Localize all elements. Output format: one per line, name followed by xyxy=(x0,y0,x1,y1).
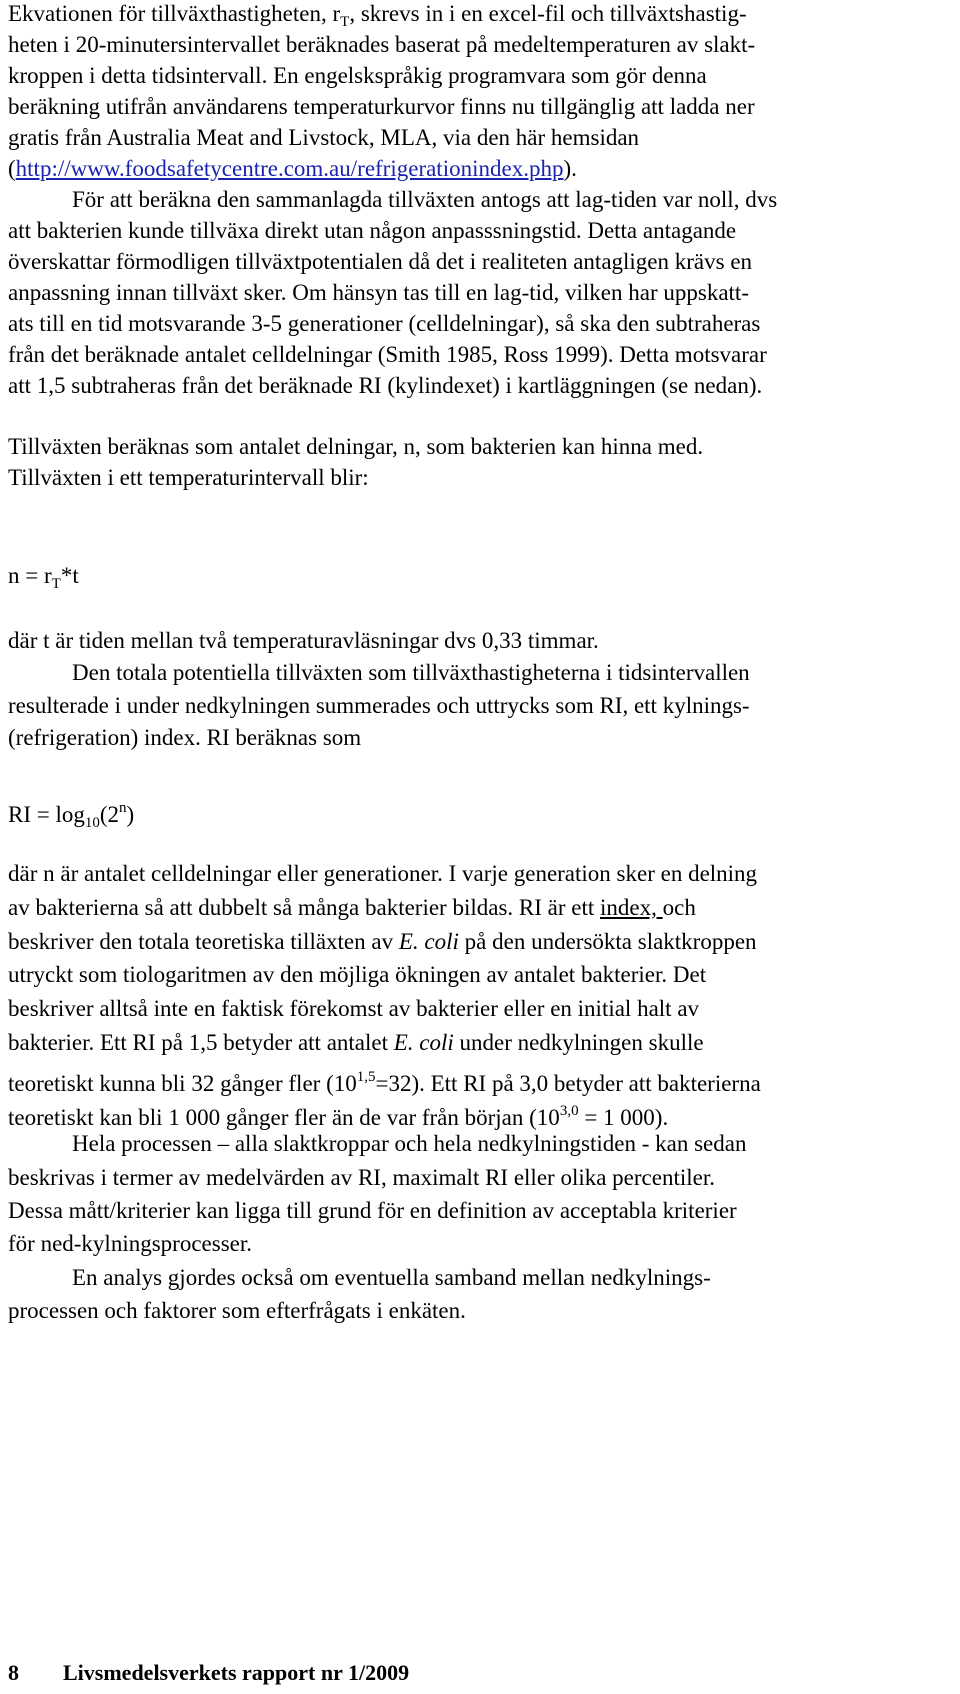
text-line: teoretiskt kunna bli 32 gånger fler $(10^{1,5}=32)$. Ett RI på 3,0 betyder att bakterierna xyxy=(8,1069,761,1096)
page-number: 8 xyxy=(8,1660,19,1685)
text-line: Tillväxten i ett temperaturintervall blir: xyxy=(8,465,369,490)
text-line: av bakterierna så att dubbelt så många bakterier bildas. RI är ett index, och xyxy=(8,895,696,920)
text-line: beskriver alltså inte en faktisk förekomst av bakterier eller en initial halt av xyxy=(8,996,700,1021)
text-line: Ekvationen för tillväxthastigheten, $r_T$, skrevs in i en excel-fil och tillväxtshastig- xyxy=(8,1,747,30)
page-footer xyxy=(8,1660,409,1686)
text-line: (http://www.foodsafetycentre.com.au/refrigerationindex.php). xyxy=(8,156,577,181)
text-line: överskattar förmodligen tillväxtpotentialen då det i realiteten antagligen krävs en xyxy=(8,249,753,274)
text-line: heten i 20-minutersintervallet beräknades baserat på medeltemperaturen av slakt- xyxy=(8,32,756,57)
text-line: utryckt som tiologaritmen av den möjliga ökningen av antalet bakterier. Det xyxy=(8,962,707,987)
text-line: beskriver den totala teoretiska tilläxten av E. coli på den undersökta slaktkroppen xyxy=(8,929,757,954)
text-line: bakterier. Ett RI på 1,5 betyder att antalet E. coli under nedkylningen skulle xyxy=(8,1030,704,1055)
text-line: resulterade i under nedkylningen summerades och uttrycks som RI, ett kylnings- xyxy=(8,693,750,718)
text-line: där n är antalet celldelningar eller generationer. I varje generation sker en delning xyxy=(8,861,758,886)
text-line: kroppen i detta tidsintervall. En engelskspråkig programvara som gör denna xyxy=(8,63,707,88)
text-line: från det beräknade antalet celldelningar (Smith 1985, Ross 1999). Detta motsvarar xyxy=(8,342,767,367)
report-title: Livsmedelsverkets rapport nr 1/2009 xyxy=(63,1660,410,1685)
ri-formula: RI = $\log_{10}(2^n)$ xyxy=(8,800,135,831)
text-line: Tillväxten beräknas som antalet delningar, n, som bakterien kan hinna med. xyxy=(8,434,704,459)
text-line: Den totala potentiella tillväxten som tillväxthastigheterna i tidsintervallen xyxy=(72,660,750,685)
text-line: ats till en tid motsvarande 3-5 generationer (celldelningar), så ska den subtraheras xyxy=(8,311,761,336)
text-line: En analys gjordes också om eventuella samband mellan nedkylnings- xyxy=(72,1265,711,1290)
text-line: teoretiskt kan bli 1 000 gånger fler än de var från början ($10^{3,0} = 1$ 000). xyxy=(8,1103,669,1130)
text-line: att 1,5 subtraheras från det beräknade RI (kylindexet) i kartläggningen (se nedan). xyxy=(8,373,763,398)
text-line: där t är tiden mellan två temperaturavläsningar dvs 0,33 timmar. xyxy=(8,628,599,653)
text-line: att bakterien kunde tillväxa direkt utan någon anpasssningstid. Detta antagande xyxy=(8,218,737,243)
text-line: Hela processen – alla slaktkroppar och hela nedkylningstiden - kan sedan xyxy=(72,1131,747,1156)
growth-formula: $n = r_T*t$ xyxy=(8,563,79,592)
document-page xyxy=(8,0,948,1694)
text-line: (refrigeration) index. RI beräknas som xyxy=(8,725,362,750)
text-line: processen och faktorer som efterfrågats i enkäten. xyxy=(8,1298,466,1323)
text-line: beräkning utifrån användarens temperaturkurvor finns nu tillgänglig att ladda ner xyxy=(8,94,755,119)
text-line: beskrivas i termer av medelvärden av RI, maximalt RI eller olika percentiler. xyxy=(8,1165,715,1190)
text-line: Dessa mått/kriterier kan ligga till grund för en definition av acceptabla kriterier xyxy=(8,1198,737,1223)
text-line: gratis från Australia Meat and Livstock, MLA, via den här hemsidan xyxy=(8,125,640,150)
text-line: För att beräkna den sammanlagda tillväxten antogs att lag-tiden var noll, dvs xyxy=(72,187,778,212)
text-line: anpassning innan tillväxt sker. Om hänsyn tas till en lag-tid, vilken har uppskatt- xyxy=(8,280,749,305)
text-line: för ned-kylningsprocesser. xyxy=(8,1231,252,1256)
refrigeration-index-link[interactable]: http://www.foodsafetycentre.com.au/refrigerationindex.php xyxy=(15,156,564,181)
